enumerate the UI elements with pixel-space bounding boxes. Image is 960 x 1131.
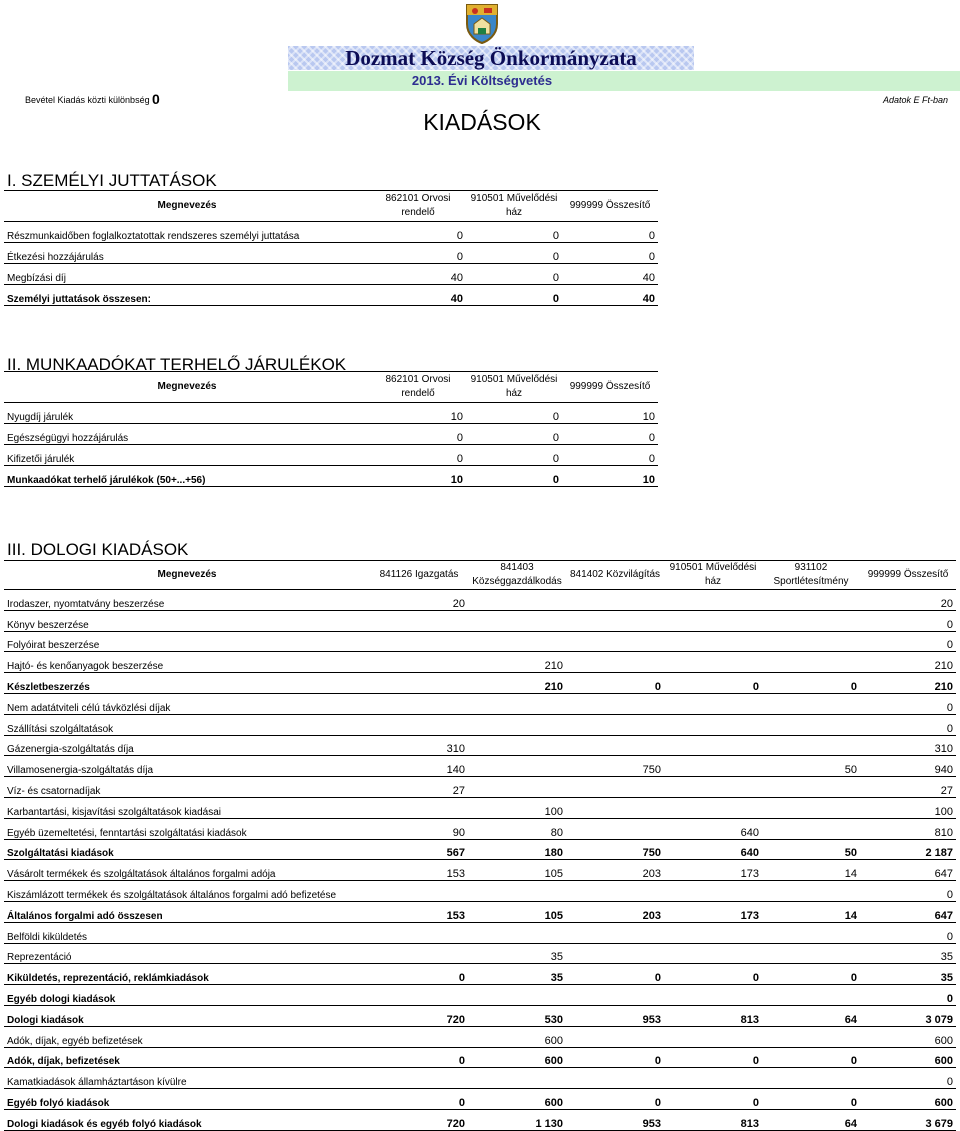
cell-value: 0 <box>762 964 860 985</box>
row-label: Gázenergia-szolgáltatás díja <box>4 735 370 756</box>
cell-value: 35 <box>860 964 956 985</box>
cell-value: 750 <box>566 839 664 860</box>
cell-value <box>566 797 664 818</box>
cell-value <box>370 610 468 631</box>
cell-value <box>370 1068 468 1089</box>
cell-value: 210 <box>468 673 566 694</box>
row-label: Kiszámlázott termékek és szolgáltatások általános forgalmi adó befizetése <box>4 881 370 902</box>
table-row <box>4 714 956 735</box>
row-label: Szolgáltatási kiadások <box>4 839 370 860</box>
cell-value <box>762 714 860 735</box>
employer-contributions-table <box>4 371 658 487</box>
cell-value: 0 <box>466 243 562 264</box>
cell-value: 105 <box>468 901 566 922</box>
cell-value <box>370 985 468 1006</box>
cell-value: 813 <box>664 1109 762 1130</box>
cell-value <box>664 777 762 798</box>
material-expenses-rows <box>4 590 956 1131</box>
balance-difference-value: 0 <box>152 91 160 107</box>
cell-value <box>566 777 664 798</box>
cell-value <box>664 1068 762 1089</box>
cell-value: 0 <box>562 243 658 264</box>
table-total-row <box>4 1005 956 1026</box>
cell-value: 14 <box>762 901 860 922</box>
cell-value <box>468 985 566 1006</box>
cell-value <box>566 943 664 964</box>
table-row <box>4 403 658 424</box>
table-row <box>4 445 658 466</box>
row-label: Kifizetői járulék <box>4 445 370 466</box>
table-row <box>4 756 956 777</box>
cell-value <box>664 1026 762 1047</box>
cell-value <box>664 985 762 1006</box>
cell-value: 0 <box>664 1047 762 1068</box>
cell-value: 64 <box>762 1005 860 1026</box>
row-label: Nyugdíj járulék <box>4 403 370 424</box>
cell-value <box>370 673 468 694</box>
cell-value: 0 <box>562 445 658 466</box>
table-total-row <box>4 673 956 694</box>
cell-value: 0 <box>370 222 466 243</box>
cell-value: 64 <box>762 1109 860 1130</box>
column-header: 931102 Sportlétesítmény <box>762 561 860 590</box>
table-row <box>4 264 658 285</box>
cell-value: 0 <box>370 1089 468 1110</box>
table-row <box>4 590 956 611</box>
column-header: Megnevezés <box>4 561 370 590</box>
cell-value <box>566 610 664 631</box>
cell-value: 0 <box>860 631 956 652</box>
row-label: Víz- és csatornadíjak <box>4 777 370 798</box>
cell-value: 810 <box>860 818 956 839</box>
table-row <box>4 1068 956 1089</box>
cell-value: 813 <box>664 1005 762 1026</box>
table-row <box>4 797 956 818</box>
table-header-row <box>4 372 658 403</box>
cell-value <box>566 693 664 714</box>
table-row <box>4 922 956 943</box>
table-total-row <box>4 839 956 860</box>
column-header: 999999 Összesítő <box>562 191 658 222</box>
cell-value <box>566 714 664 735</box>
column-header: 910501 Művelődési ház <box>466 372 562 403</box>
row-label: Nem adatátviteli célú távközlési díjak <box>4 693 370 714</box>
cell-value: 530 <box>468 1005 566 1026</box>
cell-value: 0 <box>370 243 466 264</box>
cell-value <box>468 714 566 735</box>
cell-value: 0 <box>664 1089 762 1110</box>
cell-value: 27 <box>370 777 468 798</box>
row-label: Dologi kiadások <box>4 1005 370 1026</box>
row-label: Általános forgalmi adó összesen <box>4 901 370 922</box>
cell-value: 0 <box>860 985 956 1006</box>
cell-value: 0 <box>762 1089 860 1110</box>
row-label: Könyv beszerzése <box>4 610 370 631</box>
row-label: Részmunkaidőben foglalkoztatottak rendszeres személyi juttatása <box>4 222 370 243</box>
cell-value <box>762 777 860 798</box>
cell-value <box>468 693 566 714</box>
cell-value: 0 <box>466 445 562 466</box>
cell-value: 0 <box>562 424 658 445</box>
cell-value: 0 <box>762 673 860 694</box>
section-title-contributions: II. MUNKAADÓKAT TERHELŐ JÁRULÉKOK <box>7 355 347 374</box>
cell-value: 20 <box>860 590 956 611</box>
document-title: Dozmat Község Önkormányzata <box>345 46 637 70</box>
cell-value: 20 <box>370 590 468 611</box>
cell-value: 0 <box>860 610 956 631</box>
cell-value <box>664 756 762 777</box>
cell-value <box>468 881 566 902</box>
row-label: Megbízási díj <box>4 264 370 285</box>
cell-value: 210 <box>468 652 566 673</box>
cell-value <box>370 631 468 652</box>
row-label: Belföldi kiküldetés <box>4 922 370 943</box>
row-label: Egyéb dologi kiadások <box>4 985 370 1006</box>
cell-value: 105 <box>468 860 566 881</box>
table-row <box>4 881 956 902</box>
cell-value <box>664 714 762 735</box>
cell-value: 50 <box>762 756 860 777</box>
cell-value: 0 <box>370 964 468 985</box>
cell-value <box>762 652 860 673</box>
cell-value: 2 187 <box>860 839 956 860</box>
cell-value: 153 <box>370 860 468 881</box>
cell-value: 647 <box>860 901 956 922</box>
column-header: Megnevezés <box>4 372 370 403</box>
cell-value: 0 <box>664 964 762 985</box>
row-label: Személyi juttatások összesen: <box>4 285 370 306</box>
table-row <box>4 424 658 445</box>
cell-value <box>566 1026 664 1047</box>
cell-value <box>664 590 762 611</box>
cell-value: 0 <box>466 264 562 285</box>
row-label: Étkezési hozzájárulás <box>4 243 370 264</box>
row-label: Villamosenergia-szolgáltatás díja <box>4 756 370 777</box>
row-label: Egyéb folyó kiadások <box>4 1089 370 1110</box>
cell-value: 3 079 <box>860 1005 956 1026</box>
column-header: 999999 Összesítő <box>562 372 658 403</box>
cell-value: 640 <box>664 839 762 860</box>
cell-value <box>762 922 860 943</box>
cell-value <box>762 590 860 611</box>
cell-value <box>370 714 468 735</box>
column-header: 841402 Közvilágítás <box>566 561 664 590</box>
row-label: Kamatkiadások államháztartáson kívülre <box>4 1068 370 1089</box>
cell-value <box>370 881 468 902</box>
cell-value: 0 <box>860 881 956 902</box>
row-label: Kiküldetés, reprezentáció, reklámkiadások <box>4 964 370 985</box>
cell-value: 310 <box>370 735 468 756</box>
table-row <box>4 610 956 631</box>
cell-value: 14 <box>762 860 860 881</box>
row-label: Egyéb üzemeltetési, fenntartási szolgáltatási kiadások <box>4 818 370 839</box>
cell-value: 173 <box>664 901 762 922</box>
column-header: 841126 Igazgatás <box>370 561 468 590</box>
cell-value <box>370 943 468 964</box>
cell-value <box>370 652 468 673</box>
table-row <box>4 631 956 652</box>
cell-value <box>566 735 664 756</box>
table-row <box>4 693 956 714</box>
table-row <box>4 1026 956 1047</box>
cell-value: 0 <box>562 222 658 243</box>
units-note: Adatok E Ft-ban <box>882 95 948 105</box>
cell-value <box>664 797 762 818</box>
coat-of-arms-icon <box>464 2 500 44</box>
cell-value <box>762 735 860 756</box>
cell-value <box>566 985 664 1006</box>
balance-difference-label: Bevétel Kiadás közti különbség <box>25 95 150 105</box>
table-total-row <box>4 985 956 1006</box>
section-title-personal: I. SZEMÉLYI JUTTATÁSOK <box>7 171 217 190</box>
cell-value: 27 <box>860 777 956 798</box>
cell-value: 1 130 <box>468 1109 566 1130</box>
cell-value: 40 <box>562 285 658 306</box>
column-header: 999999 Összesítő <box>860 561 956 590</box>
table-row <box>4 243 658 264</box>
table-row <box>4 860 956 881</box>
cell-value: 0 <box>370 424 466 445</box>
cell-value: 600 <box>860 1089 956 1110</box>
cell-value <box>664 652 762 673</box>
cell-value: 10 <box>562 403 658 424</box>
cell-value <box>762 818 860 839</box>
row-label: Reprezentáció <box>4 943 370 964</box>
cell-value: 140 <box>370 756 468 777</box>
cell-value <box>566 1068 664 1089</box>
cell-value <box>468 777 566 798</box>
cell-value: 10 <box>370 466 466 487</box>
cell-value: 100 <box>860 797 956 818</box>
row-label: Karbantartási, kisjavítási szolgáltatások kiadásai <box>4 797 370 818</box>
cell-value: 310 <box>860 735 956 756</box>
table-total-row <box>4 466 658 487</box>
table-header-row <box>4 191 658 222</box>
cell-value: 600 <box>468 1026 566 1047</box>
section-title-material: III. DOLOGI KIADÁSOK <box>7 540 189 559</box>
material-expenses-table <box>4 560 956 1131</box>
cell-value <box>762 943 860 964</box>
row-label: Készletbeszerzés <box>4 673 370 694</box>
cell-value <box>566 881 664 902</box>
cell-value <box>762 610 860 631</box>
cell-value <box>762 1026 860 1047</box>
cell-value: 0 <box>860 1068 956 1089</box>
table-header-row <box>4 561 956 590</box>
cell-value: 0 <box>466 403 562 424</box>
cell-value <box>664 610 762 631</box>
cell-value <box>468 922 566 943</box>
cell-value <box>762 631 860 652</box>
column-header: 910501 Művelődési ház <box>466 191 562 222</box>
cell-value: 100 <box>468 797 566 818</box>
row-label: Szállítási szolgáltatások <box>4 714 370 735</box>
column-header: 862101 Orvosi rendelő <box>370 191 466 222</box>
main-heading: KIADÁSOK <box>423 109 541 135</box>
cell-value <box>664 631 762 652</box>
cell-value: 0 <box>566 1089 664 1110</box>
table-total-row <box>4 964 956 985</box>
row-label: Adók, díjak, egyéb befizetések <box>4 1026 370 1047</box>
cell-value: 720 <box>370 1109 468 1130</box>
table-total-row <box>4 1109 956 1130</box>
cell-value <box>566 631 664 652</box>
cell-value <box>664 693 762 714</box>
cell-value: 0 <box>664 673 762 694</box>
cell-value <box>566 818 664 839</box>
table-row <box>4 652 956 673</box>
cell-value: 180 <box>468 839 566 860</box>
column-header: Megnevezés <box>4 191 370 222</box>
document-subtitle: 2013. Évi Költségvetés <box>411 73 553 88</box>
cell-value: 10 <box>370 403 466 424</box>
table-row <box>4 818 956 839</box>
cell-value: 203 <box>566 860 664 881</box>
table-row <box>4 777 956 798</box>
cell-value <box>370 922 468 943</box>
cell-value <box>664 922 762 943</box>
cell-value <box>566 590 664 611</box>
column-header: 862101 Orvosi rendelő <box>370 372 466 403</box>
cell-value <box>468 1068 566 1089</box>
table-row <box>4 222 658 243</box>
column-header: 841403 Községgazdálkodás <box>468 561 566 590</box>
cell-value: 173 <box>664 860 762 881</box>
cell-value: 600 <box>860 1026 956 1047</box>
cell-value: 35 <box>468 943 566 964</box>
cell-value: 953 <box>566 1005 664 1026</box>
cell-value: 953 <box>566 1109 664 1130</box>
cell-value: 0 <box>860 693 956 714</box>
cell-value: 3 679 <box>860 1109 956 1130</box>
cell-value: 0 <box>762 1047 860 1068</box>
cell-value <box>370 693 468 714</box>
cell-value: 40 <box>370 264 466 285</box>
cell-value: 600 <box>860 1047 956 1068</box>
cell-value: 0 <box>860 714 956 735</box>
cell-value <box>664 881 762 902</box>
cell-value <box>762 693 860 714</box>
cell-value: 80 <box>468 818 566 839</box>
cell-value: 153 <box>370 901 468 922</box>
row-label: Adók, díjak, befizetések <box>4 1047 370 1068</box>
table-total-row <box>4 285 658 306</box>
cell-value: 640 <box>664 818 762 839</box>
cell-value <box>468 590 566 611</box>
cell-value <box>566 922 664 943</box>
cell-value <box>370 1026 468 1047</box>
row-label: Munkaadókat terhelő járulékok (50+...+56) <box>4 466 370 487</box>
row-label: Folyóirat beszerzése <box>4 631 370 652</box>
personal-allowances-table <box>4 190 658 306</box>
cell-value: 35 <box>468 964 566 985</box>
cell-value: 0 <box>370 445 466 466</box>
cell-value <box>762 985 860 1006</box>
cell-value: 0 <box>466 285 562 306</box>
cell-value: 647 <box>860 860 956 881</box>
cell-value <box>762 1068 860 1089</box>
cell-value: 210 <box>860 652 956 673</box>
cell-value <box>762 881 860 902</box>
cell-value: 600 <box>468 1047 566 1068</box>
row-label: Vásárolt termékek és szolgáltatások általános forgalmi adója <box>4 860 370 881</box>
cell-value: 10 <box>562 466 658 487</box>
cell-value: 940 <box>860 756 956 777</box>
cell-value <box>664 943 762 964</box>
cell-value: 0 <box>566 1047 664 1068</box>
cell-value: 0 <box>466 424 562 445</box>
cell-value <box>468 610 566 631</box>
cell-value: 567 <box>370 839 468 860</box>
cell-value: 0 <box>566 673 664 694</box>
cell-value: 210 <box>860 673 956 694</box>
table-total-row <box>4 901 956 922</box>
cell-value <box>762 797 860 818</box>
cell-value: 0 <box>566 964 664 985</box>
cell-value <box>468 735 566 756</box>
row-label: Irodaszer, nyomtatvány beszerzése <box>4 590 370 611</box>
cell-value: 40 <box>562 264 658 285</box>
cell-value: 0 <box>466 466 562 487</box>
cell-value: 90 <box>370 818 468 839</box>
table-total-row <box>4 1047 956 1068</box>
table-total-row <box>4 1089 956 1110</box>
cell-value: 0 <box>466 222 562 243</box>
cell-value: 720 <box>370 1005 468 1026</box>
cell-value <box>370 797 468 818</box>
table-row <box>4 943 956 964</box>
cell-value: 35 <box>860 943 956 964</box>
cell-value <box>566 652 664 673</box>
cell-value: 600 <box>468 1089 566 1110</box>
cell-value: 0 <box>370 1047 468 1068</box>
row-label: Hajtó- és kenőanyagok beszerzése <box>4 652 370 673</box>
cell-value: 50 <box>762 839 860 860</box>
cell-value: 0 <box>860 922 956 943</box>
row-label: Egészségügyi hozzájárulás <box>4 424 370 445</box>
cell-value: 203 <box>566 901 664 922</box>
cell-value <box>468 756 566 777</box>
cell-value <box>664 735 762 756</box>
column-header: 910501 Művelődési ház <box>664 561 762 590</box>
table-row <box>4 735 956 756</box>
cell-value: 750 <box>566 756 664 777</box>
cell-value <box>468 631 566 652</box>
row-label: Dologi kiadások és egyéb folyó kiadások <box>4 1109 370 1130</box>
cell-value: 40 <box>370 285 466 306</box>
